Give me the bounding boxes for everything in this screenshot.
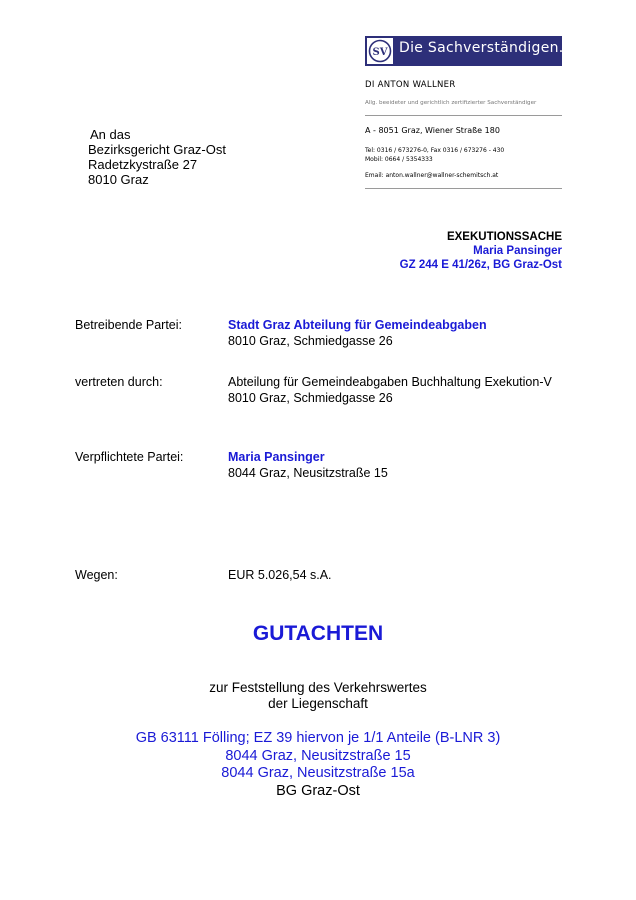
report-title: GUTACHTEN: [252, 622, 384, 645]
divider: [365, 115, 562, 116]
case-gz: GZ 244 E 41/26z, BG Graz-Ost: [399, 259, 562, 271]
case-header: [400, 230, 562, 272]
vertreten-label: vertreten durch:: [75, 375, 163, 389]
property-line: GB 63111 Fölling; EZ 39 hiervon je 1/1 Anteile (B-LNR 3): [135, 730, 501, 746]
property-court: BG Graz-Ost: [276, 782, 360, 799]
betreibende-party: [228, 317, 487, 349]
company-logo: [365, 36, 562, 66]
expert-address: A - 8051 Graz, Wiener Straße 180: [365, 126, 500, 135]
verpflichtete-party: [228, 449, 388, 481]
recipient-line: 8010 Graz: [88, 172, 149, 187]
recipient-line: Bezirksgericht Graz-Ost: [88, 142, 226, 157]
vertreten-name: Abteilung für Gemeindeabgaben Buchhaltung Exekution-V: [228, 375, 552, 389]
recipient-line: Radetzkystraße 27: [88, 157, 198, 172]
verpflichtete-address: 8044 Graz, Neusitzstraße 15: [228, 466, 388, 480]
wegen-value: EUR 5.026,54 s.A.: [228, 568, 332, 582]
expert-email: Email: anton.wallner@wallner-schemitsch.at: [365, 172, 499, 179]
expert-tel: Tel: 0316 / 673276-0, Fax 0316 / 673276 - 430: [365, 147, 505, 154]
report-subtitle: [0, 680, 636, 712]
logo-text: Die Sachverständigen.: [399, 40, 564, 56]
verpflichtete-name: Maria Pansinger: [228, 450, 325, 464]
report-subtitle-line: der Liegenschaft: [268, 696, 368, 711]
expert-phone: [365, 146, 504, 164]
betreibende-address: 8010 Graz, Schmiedgasse 26: [228, 334, 393, 348]
expert-subtitle: Allg. beeideter und gerichtlich zertifizierter Sachverständiger: [365, 100, 537, 106]
property-details: [0, 730, 636, 800]
expert-mobil: Mobil: 0664 / 5354333: [365, 156, 433, 163]
case-heading: EXEKUTIONSSACHE: [446, 231, 562, 243]
betreibende-name: Stadt Graz Abteilung für Gemeindeabgaben: [228, 318, 487, 332]
property-line: 8044 Graz, Neusitzstraße 15a: [221, 765, 415, 781]
expert-name: DI ANTON WALLNER: [365, 80, 456, 90]
wegen-label: Wegen:: [75, 568, 118, 582]
vertreten-party: [228, 374, 552, 406]
case-name: Maria Pansinger: [473, 245, 562, 257]
divider: [365, 188, 562, 189]
recipient-address: [88, 127, 226, 187]
betreibende-label: Betreibende Partei:: [75, 318, 183, 332]
property-line: 8044 Graz, Neusitzstraße 15: [225, 747, 411, 764]
vertreten-address: 8010 Graz, Schmiedgasse 26: [228, 391, 393, 405]
verpflichtete-label: Verpflichtete Partei:: [75, 450, 184, 464]
report-subtitle-line: zur Feststellung des Verkehrswertes: [209, 680, 427, 695]
recipient-line: An das: [90, 127, 131, 142]
sv-badge-icon: [367, 38, 393, 64]
sv-badge-text: SV: [372, 47, 388, 58]
